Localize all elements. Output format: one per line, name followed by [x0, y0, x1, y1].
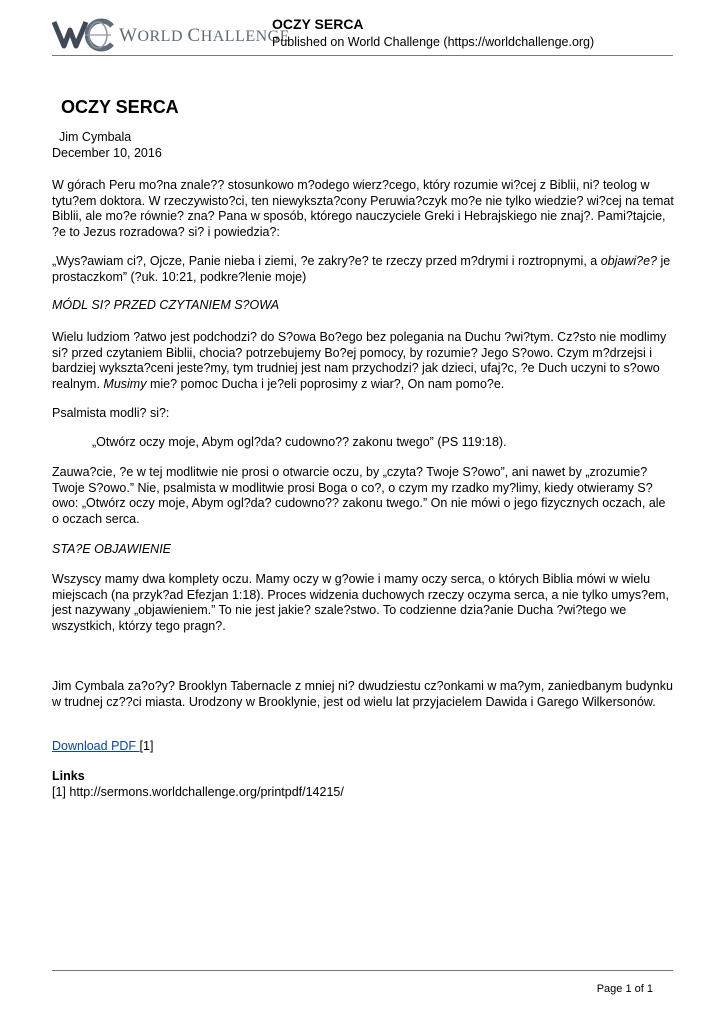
page-number: Page 1 of 1 [596, 983, 653, 995]
article-author: Jim Cymbala [59, 130, 132, 144]
scripture-quote: „Otwórz oczy moje, Abym ogl?da? cudowno?? zakonu twego” (PS 119:18). [92, 435, 507, 449]
paragraph-6: Wszyscy mamy dwa komplety oczu. Mamy oczy w g?owie i mamy oczy serca, o których Biblia mówi w wielu miejscach (na przyk?ad Efezjan 1:18). Proces widzenia duchowych rzeczy oczyma serca, a nie tylko umys?em, jest nazywany „objawieniem.” To nie jest jakie? szale?stwo. To codzienne dzia?anie Ducha ?wi?tego we wszystkich, którzy tego pragn?. [52, 572, 669, 633]
section-heading-2: STA?E OBJAWIENIE [52, 542, 172, 556]
world-challenge-logo [52, 16, 290, 52]
article-title: OCZY SERCA [61, 97, 179, 117]
link-reference-1: [1] http://sermons.worldchallenge.org/printpdf/14215/ [52, 785, 344, 799]
paragraph-2: „Wys?awiam ci?, Ojcze, Panie nieba i ziemi, ?e zakry?e? te rzeczy przed m?drymi i roztropnymi, a objawi?e? je prostaczkom” (?uk. 10:21, podkre?lenie moje) [52, 254, 671, 284]
logo-wordmark: WORLD CHALLENGE [119, 25, 290, 46]
footer-divider [52, 970, 673, 971]
author-bio: Jim Cymbala za?o?y? Brooklyn Tabernacle z mniej ni? dwudziestu cz?onkami w ma?ym, zaniedbanym budynku w trudnej cz??ci miasta. Urodzony w Brooklynie, jest od wielu lat przyjacielem Dawida i Garego Wilkersonów. [52, 679, 673, 709]
links-heading: Links [52, 769, 85, 783]
download-line [52, 739, 674, 755]
paragraph-4: Psalmista modli? si?: [52, 406, 170, 420]
paragraph-1: W górach Peru mo?na znale?? stosunkowo m?odego wierz?cego, który rozumie wi?cej z Biblii, ni? teolog w tytu?em doktora. W rzeczywisto?ci, ten niewykszta?cony Peruwia?czyk mo?e nie tylko wiedzie? wi?cej na temat Biblii, ale mo?e równie? zna? Pana w sposób, którego nauczyciele Greki i Hebrajskiego nie znaj?. Pami?tajcie, ?e to Jezus rozradowa? si? i powiedzia?: [52, 178, 674, 239]
article-date: December 10, 2016 [52, 146, 162, 160]
paragraph-5: Zauwa?cie, ?e w tej modlitwie nie prosi o otwarcie oczu, by „czyta? Twoje S?owo”, ani nawet by „zrozumie? Twoje S?owo.” Nie, psalmista w modlitwie prosi Boga o co?, o czym my rzadko my?limy, kiedy otwieramy S?owo: „Otwórz oczy moje, Abym ogl?da? cudowno?? zakonu twego.” On nie mówi o jego fizycznych oczach, ale o oczach serca. [52, 465, 666, 526]
paragraph-3: Wielu ludziom ?atwo jest podchodzi? do S?owa Bo?ego bez polegania na Duchu ?wi?tym. Cz?sto nie modlimy si? przed czytaniem Biblii, chocia? potrzebujemy Bo?ej pomocy, by rozumie? Jego S?owo. Czym m?drzejsi i bardziej wykszta?ceni jeste?my, tym trudniej jest nam przychodzi? jak dzieci, ufaj?c, ?e Duch uczyni to s?owo realnym. Musimy mie? pomoc Ducha i je?eli poprosimy z wiar?, On nam pomo?e. [52, 330, 667, 391]
section-heading-1: MÓDL SI? PRZED CZYTANIEM S?OWA [52, 298, 280, 312]
download-pdf-link[interactable]: Download PDF [52, 739, 140, 753]
header-divider [52, 55, 673, 56]
header-title: OCZY SERCA [272, 16, 364, 32]
page-header [52, 14, 673, 55]
header-published-line: Published on World Challenge (https://worldchallenge.org) [272, 35, 595, 49]
wc-globe-icon [52, 16, 118, 52]
download-ref: [1] [139, 739, 154, 753]
